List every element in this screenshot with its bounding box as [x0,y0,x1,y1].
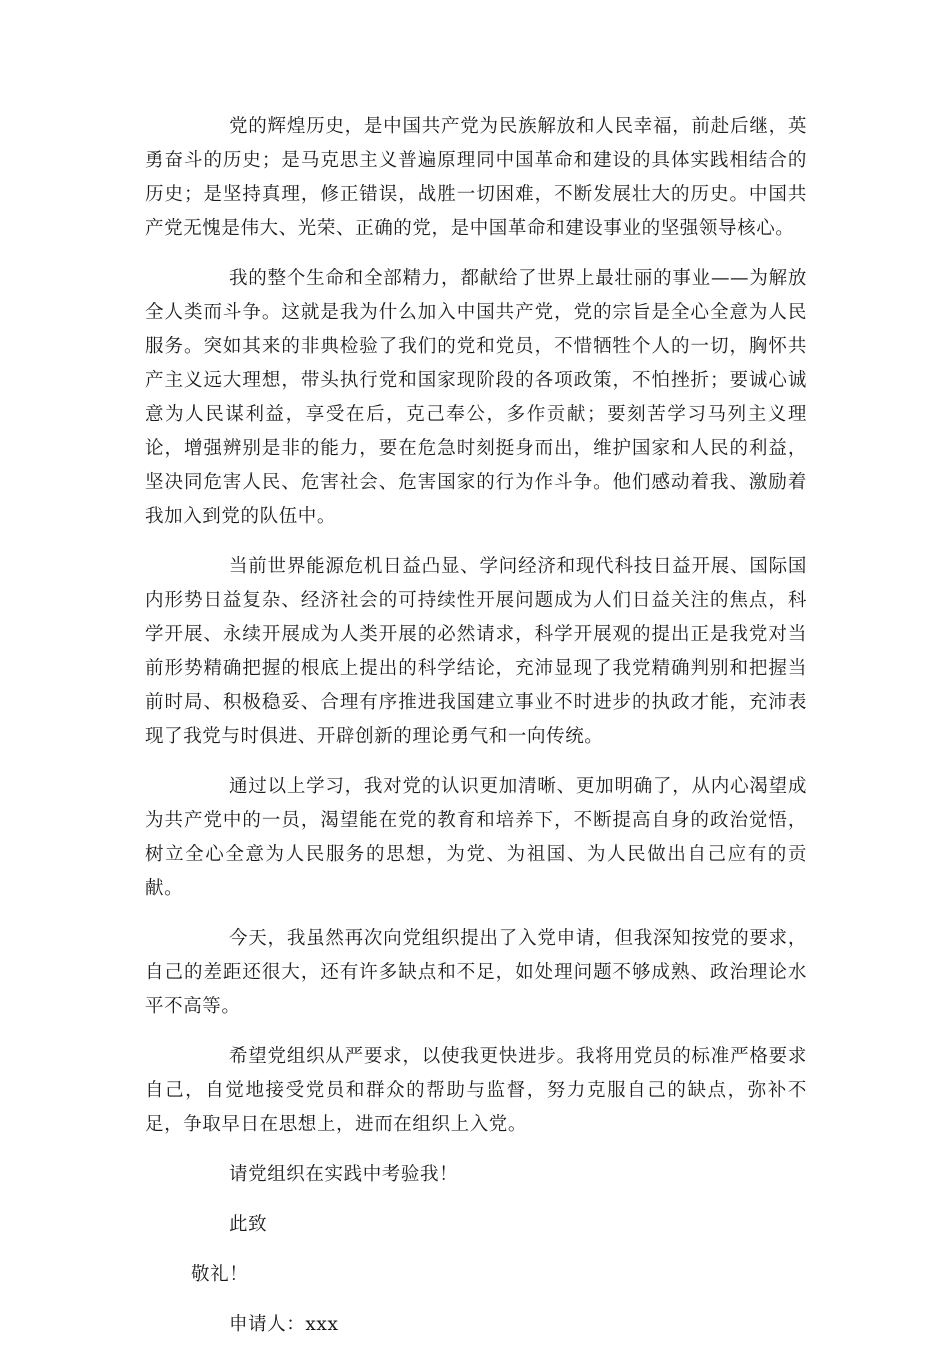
paragraph-motivation: 我的整个生命和全部精力，都献给了世界上最壮丽的事业——为解放全人类而斗争。这就是我为什么加入中国共产党，党的宗旨是全心全意为人民服务。突如其来的非典检验了我们的党和党员，不惜牺牲个人的一切，胸怀共产主义远大理想，带头执行党和国家现阶段的各项政策，不怕挫折；要诚心诚意为人民谋利益，享受在后，克己奉公，多作贡献；要刻苦学习马列主义理论，增强辨别是非的能力，要在危急时刻挺身而出，维护国家和人民的利益，坚决同危害人民、危害社会、危害国家的行为作斗争。他们感动着我、激励着我加入到党的队伍中。 [145,268,807,527]
closing-line: 请党组织在实践中考验我！ [229,1164,459,1185]
signature-line: 申请人：xxx [229,1314,339,1335]
document-body [145,110,807,1358]
salutation-cizhi: 此致 [229,1214,268,1235]
paragraph-history: 党的辉煌历史，是中国共产党为民族解放和人民幸福，前赴后继，英勇奋斗的历史；是马克思主义普遍原理同中国革命和建设的具体实践相结合的历史；是坚持真理，修正错误，战胜一切困难，不断发展壮大的历史。中国共产党无愧是伟大、光荣、正确的党，是中国革命和建设事业的坚强领导核心。 [145,116,807,239]
paragraph-shortcomings: 今天，我虽然再次向党组织提出了入党申请，但我深知按党的要求，自己的差距还很大，还有许多缺点和不足，如处理问题不够成熟、政治理论水平不高等。 [145,928,807,1017]
salutation-jingli: 敬礼！ [191,1264,249,1285]
paragraph-situation: 当前世界能源危机日益凸显、学问经济和现代科技日益开展、国际国内形势日益复杂、经济社会的可持续性开展问题成为人们日益关注的焦点，科学开展、永续开展成为人类开展的必然请求，科学开展观的提出正是我党对当前形势精确把握的根底上提出的科学结论，充沛显现了我党精确判别和把握当前时局、积极稳妥、合理有序推进我国建立事业不时进步的执政才能，充沛表现了我党与时俱进、开辟创新的理论勇气和一向传统。 [145,556,807,747]
paragraph-hope: 希望党组织从严要求，以使我更快进步。我将用党员的标准严格要求自己，自觉地接受党员和群众的帮助与监督，努力克服自己的缺点，弥补不足，争取早日在思想上，进而在组织上入党。 [145,1046,807,1135]
paragraph-understanding: 通过以上学习，我对党的认识更加清晰、更加明确了，从内心渴望成为共产党中的一员，渴望能在党的教育和培养下，不断提高自身的政治觉悟，树立全心全意为人民服务的思想，为党、为祖国、为人民做出自己应有的贡献。 [145,776,807,899]
